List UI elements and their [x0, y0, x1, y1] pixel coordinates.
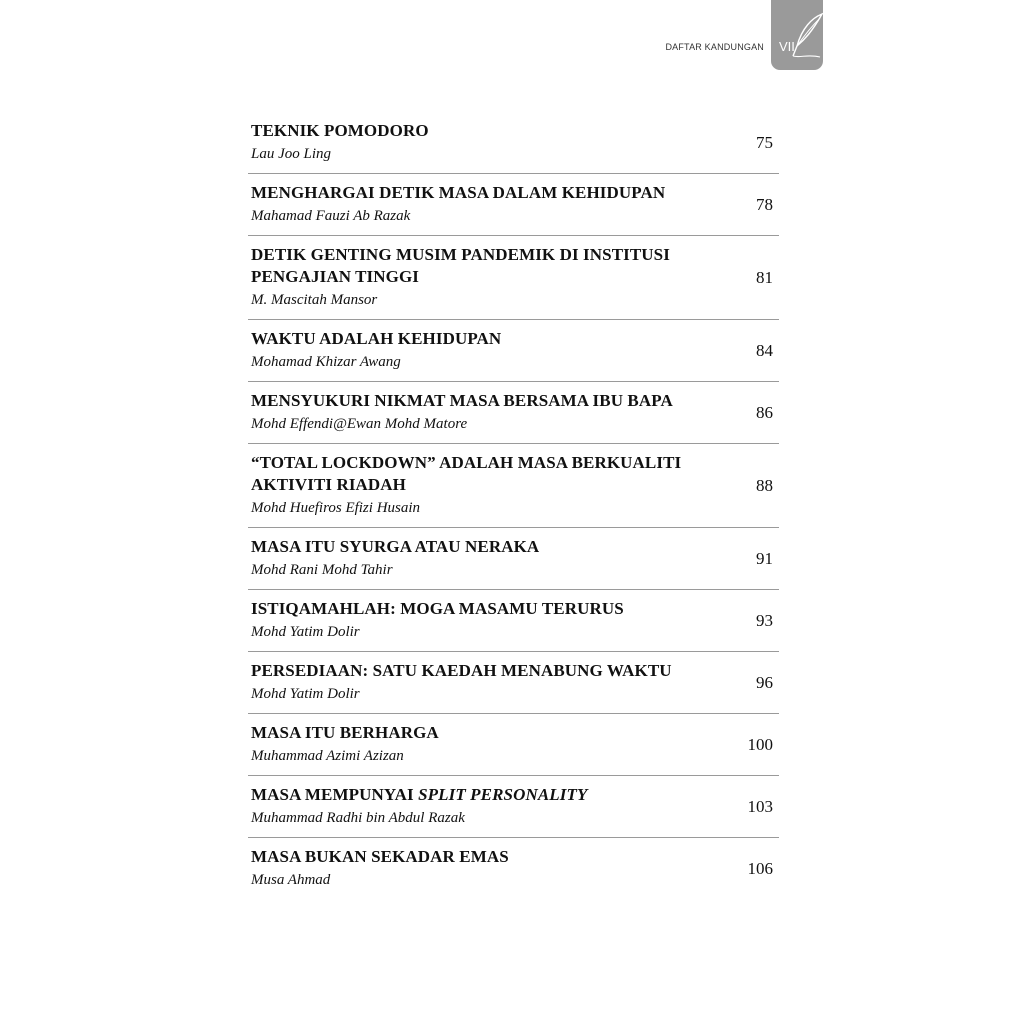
toc-entry[interactable] [248, 714, 779, 776]
toc-entry-title: MENSYUKURI NIKMAT MASA BERSAMA IBU BAPA [251, 391, 673, 410]
toc-entry-title [251, 244, 709, 288]
toc-entry[interactable] [248, 776, 779, 838]
toc-entry[interactable] [248, 838, 779, 899]
toc-entry-title: MASA ITU SYURGA ATAU NERAKA [251, 537, 540, 556]
toc-entry-page-number: 81 [756, 267, 773, 287]
toc-entry-page-number: 106 [747, 858, 773, 878]
toc-entry[interactable] [248, 652, 779, 714]
toc-entry-title: MASA ITU BERHARGA [251, 723, 439, 742]
toc-entry-title-line: AKTIVITI RIADAH [251, 475, 406, 494]
toc-entry-author: Mohd Rani Mohd Tahir [251, 562, 393, 578]
toc-entry-author: Mohd Yatim Dolir [251, 624, 360, 640]
toc-entry-page-number: 100 [747, 734, 773, 754]
toc-entry-title: ISTIQAMAHLAH: MOGA MASAMU TERURUS [251, 599, 624, 618]
toc-entry-title: PERSEDIAAN: SATU KAEDAH MENABUNG WAKTU [251, 661, 672, 680]
toc-entry-title-line: PENGAJIAN TINGGI [251, 267, 420, 286]
table-of-contents [248, 112, 779, 899]
toc-entry-title: TEKNIK POMODORO [251, 121, 429, 140]
toc-entry-page-number: 96 [756, 672, 773, 692]
toc-entry-page-number: 75 [756, 132, 773, 152]
page-number: VII [779, 39, 795, 54]
toc-entry[interactable] [248, 174, 779, 236]
toc-entry-author: Mohd Huefiros Efizi Husain [251, 500, 421, 516]
toc-entry-page-number: 91 [756, 548, 773, 568]
quill-icon [790, 12, 826, 64]
toc-entry-author: Mahamad Fauzi Ab Razak [251, 208, 411, 224]
toc-entry[interactable] [248, 320, 779, 382]
toc-entry[interactable] [248, 590, 779, 652]
toc-entry-page-number: 103 [747, 796, 773, 816]
toc-entry-page-number: 86 [756, 402, 773, 422]
toc-entry-author: M. Mascitah Mansor [251, 292, 378, 308]
toc-entry-title-italic: SPLIT PERSONALITY [418, 785, 588, 804]
toc-entry-page-number: 78 [756, 194, 773, 214]
toc-entry[interactable] [248, 112, 779, 174]
toc-entry[interactable] [248, 236, 779, 320]
toc-entry-author: Mohamad Khizar Awang [251, 354, 401, 370]
toc-entry-title [251, 784, 709, 806]
running-header-title: DAFTAR KANDUNGAN [665, 42, 764, 52]
toc-entry-title: MENGHARGAI DETIK MASA DALAM KEHIDUPAN [251, 183, 666, 202]
toc-entry-title [251, 452, 709, 496]
toc-entry-page-number: 88 [756, 475, 773, 495]
toc-entry[interactable] [248, 382, 779, 444]
toc-entry-author: Mohd Yatim Dolir [251, 686, 360, 702]
toc-entry-author: Musa Ahmad [251, 872, 331, 888]
toc-entry-author: Muhammad Azimi Azizan [251, 748, 404, 764]
page-number-tab [771, 0, 823, 70]
toc-entry-page-number: 93 [756, 610, 773, 630]
toc-entry-title: MASA BUKAN SEKADAR EMAS [251, 847, 509, 866]
toc-entry[interactable] [248, 444, 779, 528]
toc-entry-title-line: “TOTAL LOCKDOWN” ADALAH MASA BERKUALITI [251, 453, 682, 472]
toc-entry-title: WAKTU ADALAH KEHIDUPAN [251, 329, 502, 348]
toc-entry[interactable] [248, 528, 779, 590]
toc-entry-author: Mohd Effendi@Ewan Mohd Matore [251, 416, 468, 432]
toc-entry-title-line: DETIK GENTING MUSIM PANDEMIK DI INSTITUSI [251, 245, 670, 264]
toc-entry-title-prefix: MASA MEMPUNYAI [251, 785, 419, 804]
toc-entry-author: Lau Joo Ling [251, 146, 332, 162]
toc-entry-author: Muhammad Radhi bin Abdul Razak [251, 810, 465, 826]
toc-entry-page-number: 84 [756, 340, 773, 360]
